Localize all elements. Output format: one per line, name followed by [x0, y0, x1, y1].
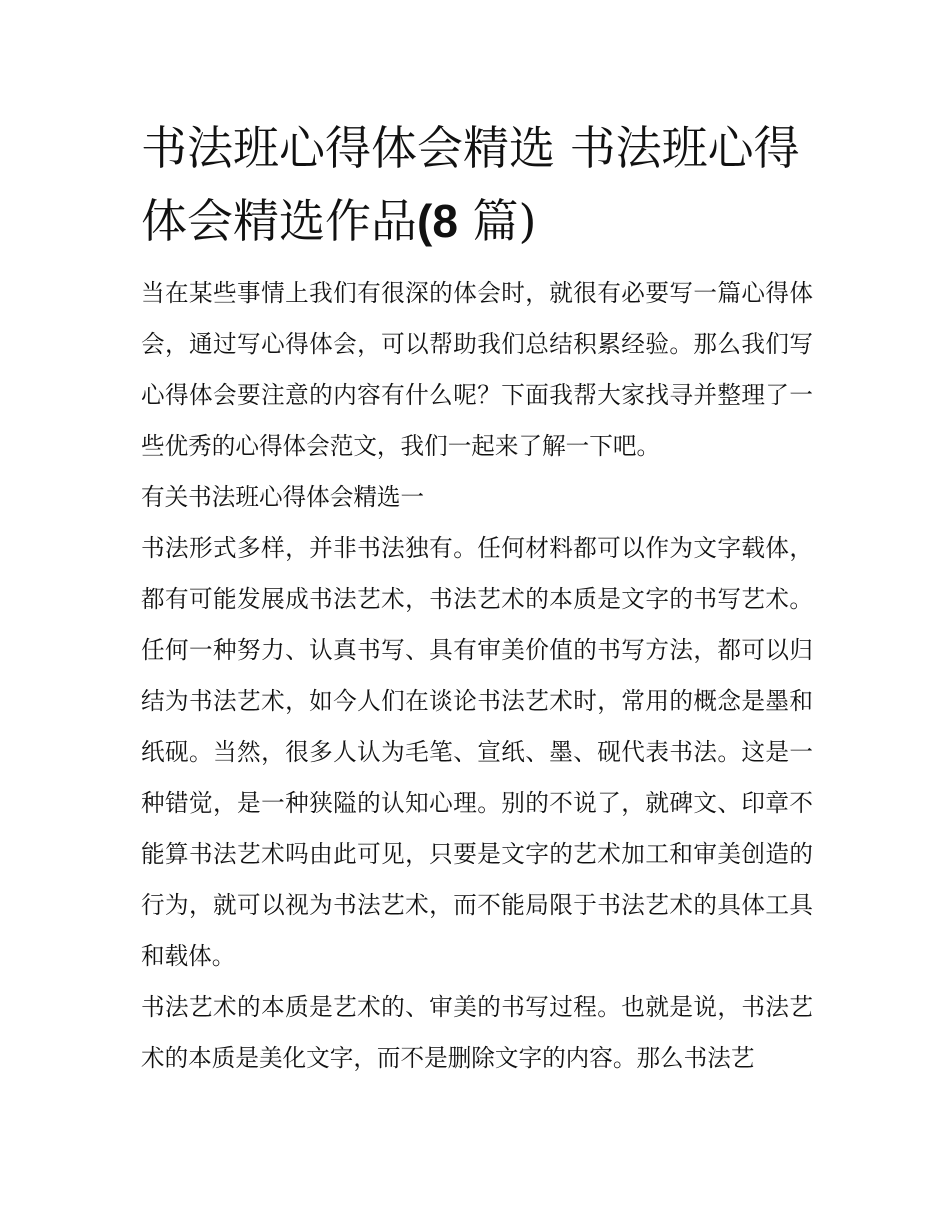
section-heading: 有关书法班心得体会精选一 [141, 483, 425, 511]
document-body [141, 112, 813, 1084]
title-count: (8 [417, 195, 458, 247]
body-paragraph: 书法艺术的本质是艺术的、审美的书写过程。也就是说，书法艺术的本质是美化文字，而不是删除文字的内容。那么书法艺 [141, 993, 813, 1072]
intro-paragraph: 当在某些事情上我们有很深的体会时，就很有必要写一篇心得体会，通过写心得体会，可以帮助我们总结积累经验。那么我们写心得体会要注意的内容有什么呢？下面我帮大家找寻并整理了一些优秀的心得体会范文，我们一起来了解一下吧。 [141, 279, 813, 460]
title-text: 书法班心得体会精选 书法班心得体会精选作品 [141, 121, 800, 248]
document-title [141, 112, 813, 258]
title-suffix: 篇) [457, 194, 537, 248]
body-paragraph: 书法形式多样，并非书法独有。任何材料都可以作为文字载体，都有可能发展成书法艺术，书法艺术的本质是文字的书写艺术。任何一种努力、认真书写、具有审美价值的书写方法，都可以归结为书法艺术，如今人们在谈论书法艺术时，常用的概念是墨和纸砚。当然，很多人认为毛笔、宣纸、墨、砚代表书法。这是一种错觉，是一种狭隘的认知心理。别的不说了，就碑文、印章不能算书法艺术吗由此可见，只要是文字的艺术加工和审美创造的行为，就可以视为书法艺术，而不能局限于书法艺术的具体工具和载体。 [141, 534, 813, 970]
